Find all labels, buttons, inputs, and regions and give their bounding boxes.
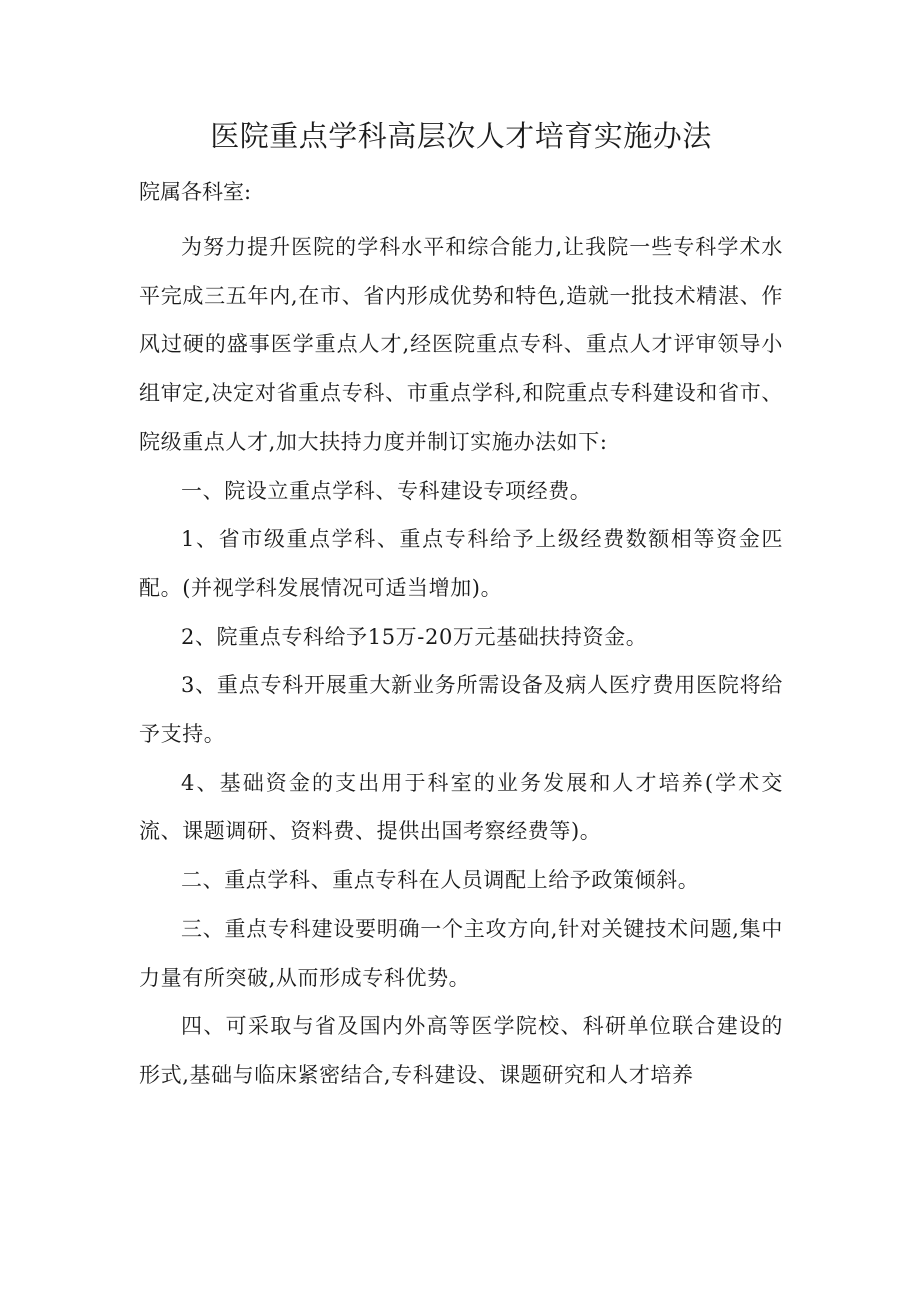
- document-body: [139, 223, 783, 1100]
- paragraph-section-4: 四、可采取与省及国内外高等医学院校、科研单位联合建设的形式,基础与临床紧密结合,专科建设、课题研究和人才培养: [139, 1014, 783, 1087]
- paragraph-item-2: 2、院重点专科给予15万-20万元基础扶持资金。: [181, 624, 648, 649]
- paragraph-item-3: 3、重点专科开展重大新业务所需设备及病人医疗费用医院将给予支持。: [139, 673, 783, 747]
- paragraph-item-4: 4、基础资金的支出用于科室的业务发展和人才培养(学术交流、课题调研、资料费、提供出国考察经费等)。: [139, 770, 783, 844]
- salutation: 院属各科室:: [139, 180, 252, 204]
- paragraph-section-3: 三、重点专科建设要明确一个主攻方向,针对关键技术问题,集中力量有所突破,从而形成专科优势。: [139, 916, 783, 990]
- paragraph-section-1: 一、院设立重点学科、专科建设专项经费。: [181, 478, 592, 503]
- document-title: 医院重点学科高层次人才培育实施办法: [210, 119, 712, 153]
- paragraph-item-1: 1、省市级重点学科、重点专科给予上级经费数额相等资金匹配。(并视学科发展情况可适当增加)。: [139, 527, 783, 600]
- paragraph-intro: 为努力提升医院的学科水平和综合能力,让我院一些专科学术水平完成三五年内,在市、省内形成优势和特色,造就一批技术精湛、作风过硬的盛事医学重点人才,经医院重点专科、重点人才评审领导小组审定,决定对省重点专科、市重点学科,和院重点专科建设和省市、院级重点人才,加大扶持力度并制订实施办法如下:: [139, 235, 783, 454]
- paragraph-section-2: 二、重点学科、重点专科在人员调配上给予政策倾斜。: [181, 868, 700, 893]
